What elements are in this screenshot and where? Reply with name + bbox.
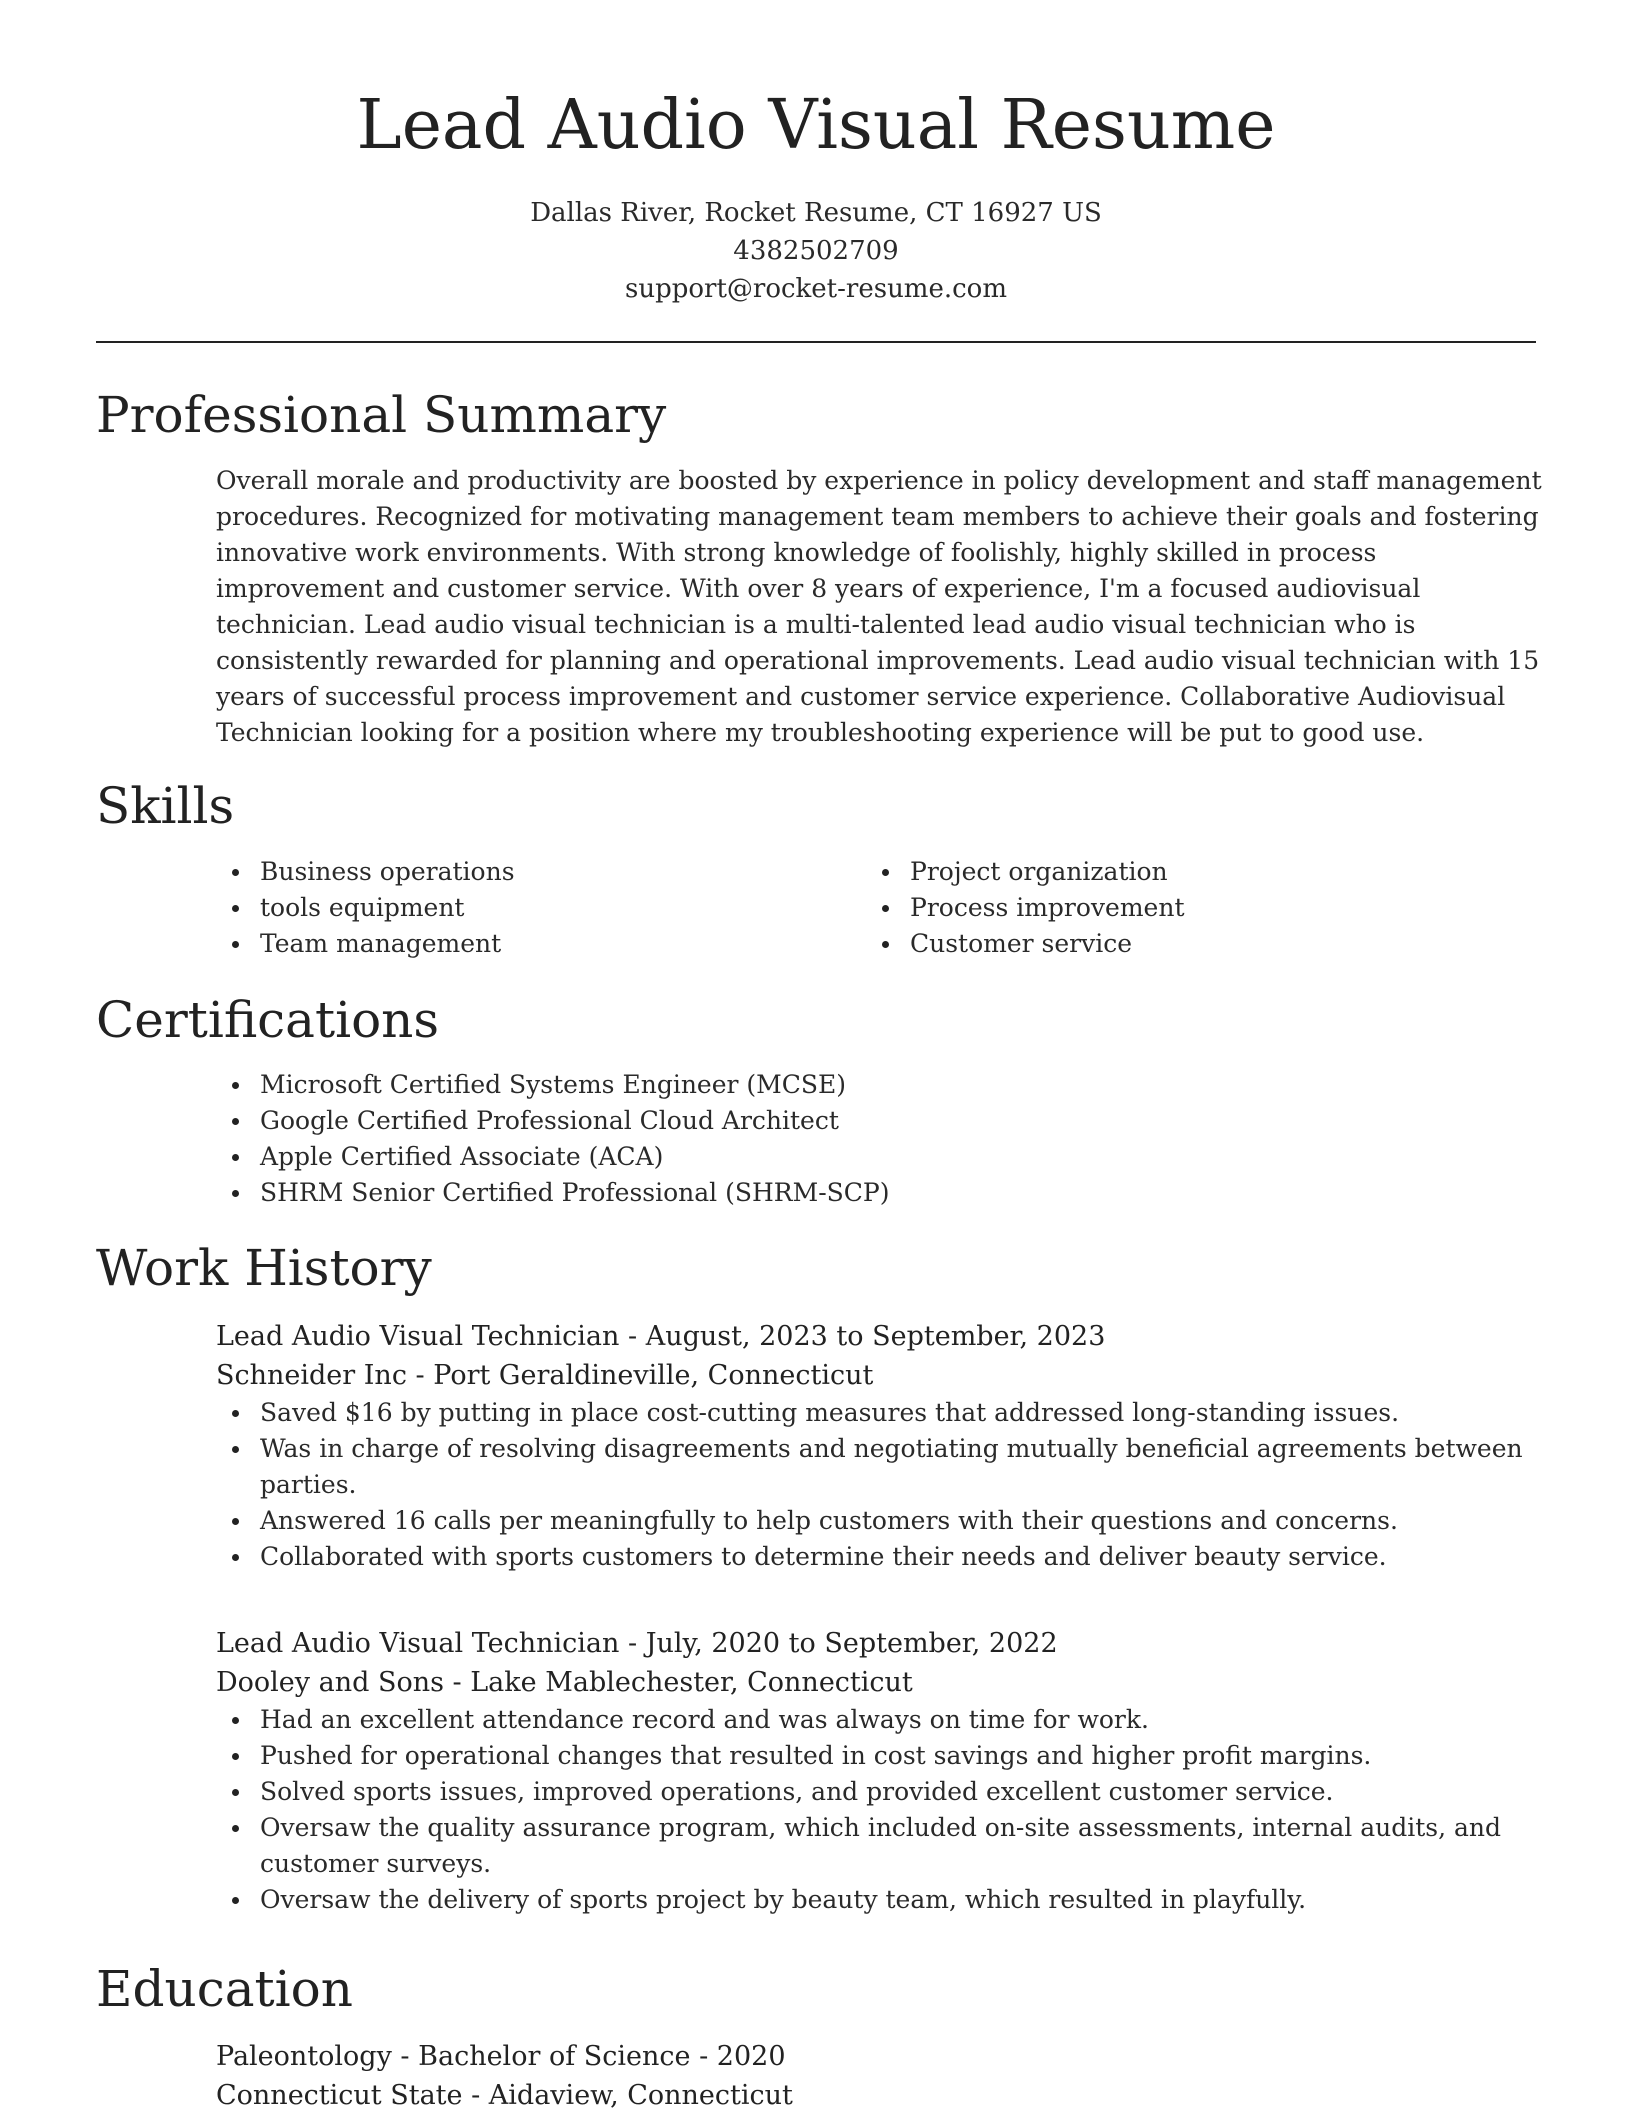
- education-location: - Aidaview, Connecticut: [462, 2080, 793, 2111]
- list-item: SHRM Senior Certified Professional (SHRM-SCP): [216, 1175, 1542, 1211]
- list-item: tools equipment: [216, 890, 866, 926]
- skills-list-left: [216, 854, 866, 962]
- section-title-education: Education: [96, 1960, 353, 2018]
- list-item: Apple Certified Associate (ACA): [216, 1139, 1542, 1175]
- section-title-skills: Skills: [96, 777, 235, 835]
- list-item: Oversaw the quality assurance program, which included on-site assessments, internal audits, and customer surveys.: [216, 1810, 1542, 1882]
- list-item: Google Certified Professional Cloud Architect: [216, 1103, 1542, 1139]
- job-company-line: [216, 1356, 1542, 1395]
- list-item: Saved $16 by putting in place cost-cutting measures that addressed long-standing issues.: [216, 1395, 1542, 1431]
- education-degree: Paleontology - Bachelor of Science - 2020: [216, 2041, 786, 2072]
- certifications-list: [216, 1067, 1542, 1211]
- list-item: Oversaw the delivery of sports project by beauty team, which resulted in playfully.: [216, 1882, 1542, 1918]
- job-entry: [216, 1317, 1542, 1575]
- section-title-work-history: Work History: [96, 1239, 432, 1297]
- job-dates: - August, 2023 to September, 2023: [619, 1321, 1106, 1352]
- list-item: Microsoft Certified Systems Engineer (MCSE): [216, 1067, 1542, 1103]
- list-item: Was in charge of resolving disagreements and negotiating mutually beneficial agreements between parties.: [216, 1431, 1542, 1503]
- job-title: Lead Audio Visual Technician: [216, 1321, 620, 1352]
- job-company-line: [216, 1663, 1542, 1702]
- list-item: Collaborated with sports customers to determine their needs and deliver beauty service.: [216, 1539, 1542, 1575]
- certifications-block: [216, 1067, 1542, 1211]
- list-item: Business operations: [216, 854, 866, 890]
- list-item: Had an excellent attendance record and was always on time for work.: [216, 1702, 1542, 1738]
- list-item: Team management: [216, 926, 866, 962]
- education-school-line: [216, 2076, 1542, 2115]
- list-item: Solved sports issues, improved operations, and provided excellent customer service.: [216, 1774, 1542, 1810]
- job-title-line: [216, 1624, 1542, 1663]
- list-item: Process improvement: [866, 890, 1516, 926]
- list-item: Customer service: [866, 926, 1516, 962]
- header-divider: [96, 341, 1536, 343]
- job-dates: - July, 2020 to September, 2022: [619, 1628, 1058, 1659]
- job-company: Dooley and Sons: [216, 1667, 444, 1698]
- list-item: Project organization: [866, 854, 1516, 890]
- job-duties-list: [216, 1395, 1542, 1575]
- list-item: Pushed for operational changes that resulted in cost savings and higher profit margins.: [216, 1738, 1542, 1774]
- contact-address: Dallas River, Rocket Resume, CT 16927 US: [530, 198, 1102, 228]
- skills-block: [216, 854, 1542, 962]
- section-title-summary: Professional Summary: [96, 386, 667, 444]
- education-entry: [216, 2037, 1542, 2115]
- summary-block: [216, 463, 1542, 751]
- skills-list-right: [866, 854, 1516, 962]
- list-item: Answered 16 calls per meaningfully to help customers with their questions and concerns.: [216, 1503, 1542, 1539]
- job-title-line: [216, 1317, 1542, 1356]
- contact-email: support@rocket-resume.com: [624, 274, 1007, 304]
- resume-header: [0, 78, 1632, 308]
- job-entry: [216, 1624, 1542, 1918]
- job-title: Lead Audio Visual Technician: [216, 1628, 620, 1659]
- contact-phone: 4382502709: [733, 236, 899, 266]
- job-company: Schneider Inc: [216, 1360, 407, 1391]
- education-school: Connecticut State: [216, 2080, 463, 2111]
- summary-text: Overall morale and productivity are boosted by experience in policy development and staff management procedures. Recognized for motivating management team members to achieve their goals and fostering innovative work environments. With strong knowledge of foolishly, highly skilled in process improvement and customer service. With over 8 years of experience, I'm a focused audiovisual technician. Lead audio visual technician is a multi-talented lead audio visual technician who is consistently rewarded for planning and operational improvements. Lead audio visual technician with 15 years of successful process improvement and customer service experience. Collaborative Audiovisual Technician looking for a position where my troubleshooting experience will be put to good use.: [216, 466, 1542, 747]
- resume-title: Lead Audio Visual Resume: [356, 86, 1276, 165]
- job-location: - Lake Mablechester, Connecticut: [443, 1667, 913, 1698]
- contact-block: [0, 194, 1632, 308]
- job-location: - Port Geraldineville, Connecticut: [406, 1360, 874, 1391]
- section-title-certifications: Certifications: [96, 991, 440, 1049]
- job-duties-list: [216, 1702, 1542, 1918]
